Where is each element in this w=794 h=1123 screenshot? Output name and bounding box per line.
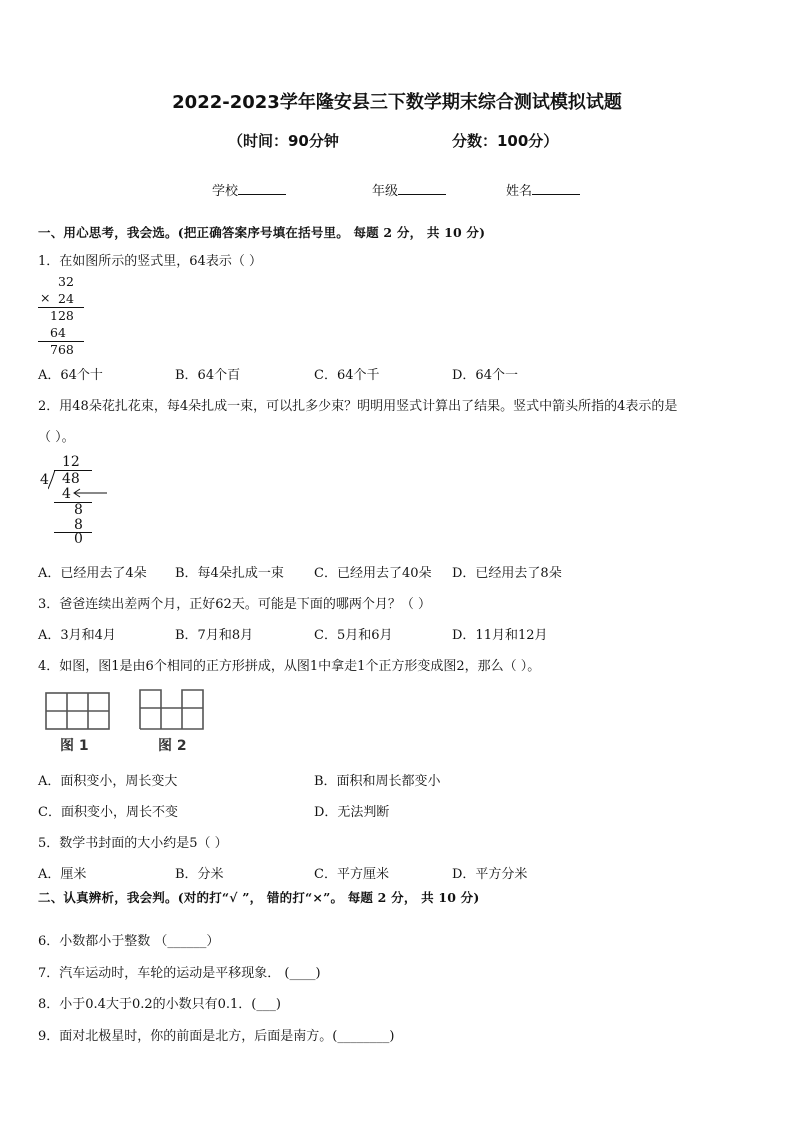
q5-text: 5．数学书封面的大小约是5（ ） (38, 836, 228, 851)
q3-option-b[interactable]: B．7月和8月 (175, 628, 254, 643)
q2-arrow-icon (72, 488, 108, 498)
q1-option-c[interactable]: C．64个千 (314, 368, 380, 383)
q4-option-d[interactable]: D．无法判断 (314, 805, 390, 820)
q2-quotient: 12 (62, 454, 80, 470)
q2-option-b[interactable]: B．每4朵扎成一束 (175, 566, 284, 581)
grade-label: 年级 (372, 184, 399, 199)
q5-option-c[interactable]: C．平方厘米 (314, 867, 389, 882)
q1-option-a[interactable]: A．64个十 (38, 368, 103, 383)
q4-figure2-grid (140, 690, 203, 729)
q1-partial2: 64 (50, 325, 66, 340)
q2-remainder1: 8 (74, 502, 83, 518)
q1-product: 768 (50, 342, 74, 357)
q4-square-figures (44, 688, 212, 732)
section2-heading: 二、认真辨析，我会判。(对的打“√ ”， 错的打“×”。 每题 2 分， 共 10 分) (38, 890, 480, 905)
section1-heading: 一、用心思考，我会选。(把正确答案序号填在括号里。 每题 2 分， 共 10 分) (38, 225, 486, 240)
page-title: 2022-2023学年隆安县三下数学期末综合测试模拟试题 (172, 92, 622, 113)
q1-multiplier: 24 (58, 291, 74, 306)
q2-text-line1: 2．用48朵花扎花束，每4朵扎成一束，可以扎多少束？明明用竖式计算出了结果。竖式中箭头所指的4表示的是 (38, 399, 678, 414)
q2-subtract2: 8 (74, 517, 83, 533)
q4-text: 4．如图，图1是由6个相同的正方形拼成，从图1中拿走1个正方形变成图2，那么（ ）。 (38, 659, 541, 674)
exam-time: （时间：90分钟 (228, 132, 339, 150)
name-label: 姓名 (506, 184, 533, 199)
exam-score: 分数：100分） (452, 132, 559, 150)
q2-option-a[interactable]: A．已经用去了4朵 (38, 566, 147, 581)
q3-option-a[interactable]: A．3月和4月 (38, 628, 116, 643)
q2-subtract1: 4 (62, 486, 71, 502)
q2-option-c[interactable]: C．已经用去了40朵 (314, 566, 432, 581)
grade-blank (398, 182, 446, 195)
q1-text: 1．在如图所示的竖式里，64表示（ ） (38, 254, 262, 269)
name-blank (532, 182, 580, 195)
q2-dividend: 48 (62, 471, 80, 487)
q1-partial1: 128 (50, 308, 74, 323)
q2-division-figure (38, 454, 118, 546)
q6-text: 6．小数都小于整数 （______） (38, 934, 220, 949)
grade-field (372, 180, 446, 199)
q2-line2 (54, 532, 92, 533)
q2-option-d[interactable]: D．已经用去了8朵 (452, 566, 562, 581)
q1-option-d[interactable]: D．64个一 (452, 368, 518, 383)
q9-text: 9．面对北极星时，你的前面是北方，后面是南方。(________) (38, 1029, 395, 1044)
q4-option-b[interactable]: B．面积和周长都变小 (314, 774, 441, 789)
q2-bracket-curve (48, 470, 58, 490)
q1-option-b[interactable]: B．64个百 (175, 368, 241, 383)
q2-text-line2: （ ）。 (38, 430, 75, 445)
q1-times-sign: × (40, 290, 51, 305)
q4-figure1-grid (46, 693, 109, 729)
q5-option-a[interactable]: A．厘米 (38, 867, 87, 882)
name-field (506, 180, 580, 199)
q3-option-d[interactable]: D．11月和12月 (452, 628, 548, 643)
q7-text: 7．汽车运动时，车轮的运动是平移现象． (____) (38, 966, 321, 981)
q4-figure1-label: 图 1 (60, 738, 89, 754)
q4-option-a[interactable]: A．面积变小，周长变大 (38, 774, 178, 789)
q4-figure2-label: 图 2 (158, 738, 187, 754)
q3-text: 3．爸爸连续出差两个月，正好62天。可能是下面的哪两个月？（ ） (38, 597, 431, 612)
q5-option-b[interactable]: B．分米 (175, 867, 224, 882)
q4-option-c[interactable]: C．面积变小，周长不变 (38, 805, 178, 820)
q8-text: 8．小于0.4大于0.2的小数只有0.1．(___) (38, 997, 281, 1012)
school-blank (238, 182, 286, 195)
q2-remainder2: 0 (74, 531, 83, 547)
q1-multiplication-figure (36, 274, 96, 358)
q2-line1 (54, 502, 92, 503)
q1-multiplicand: 32 (58, 274, 74, 289)
school-label: 学校 (212, 184, 239, 199)
q2-divisor: 4 (40, 472, 49, 488)
school-field (212, 180, 286, 199)
q5-option-d[interactable]: D．平方分米 (452, 867, 528, 882)
q3-option-c[interactable]: C．5月和6月 (314, 628, 393, 643)
